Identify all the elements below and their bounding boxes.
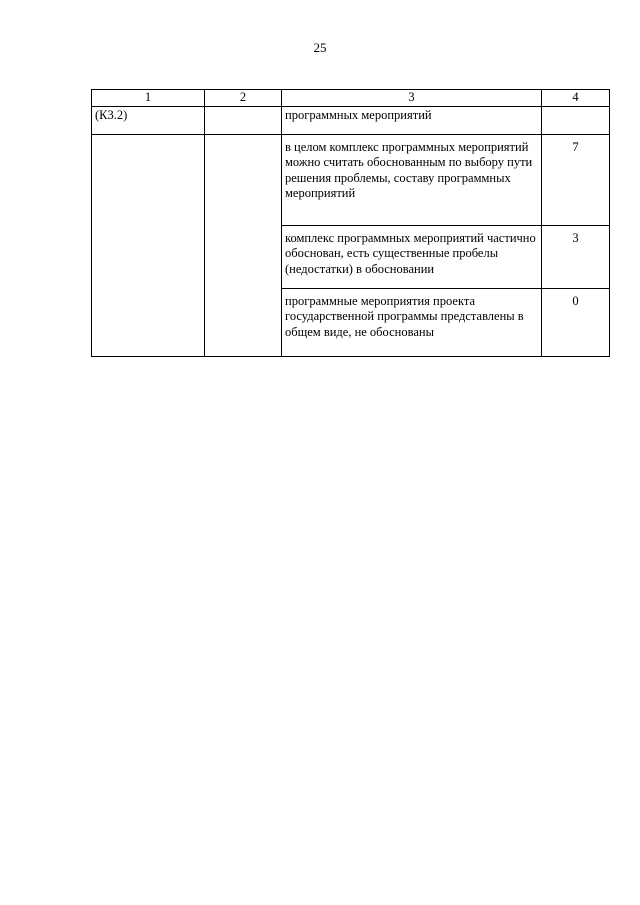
page-number: 25 [313, 40, 327, 55]
criterion-score [542, 106, 610, 134]
header-cell-2: 2 [205, 90, 282, 107]
header-cell-3: 3 [282, 90, 542, 107]
merged-cell-col1 [92, 134, 205, 356]
criteria-table [91, 89, 610, 357]
merged-cell-col2 [205, 134, 282, 356]
option-text: в целом комплекс программных мероприятий можно считать обоснованным по выбору пути решения проблемы, составу программных мероприятий [282, 134, 542, 225]
option-score: 0 [542, 288, 610, 356]
criterion-text: программных мероприятий [282, 106, 542, 134]
option-text: комплекс программных мероприятий частично обоснован, есть существенные пробелы (недостатки) в обосновании [282, 225, 542, 288]
option-score: 7 [542, 134, 610, 225]
criterion-col2 [205, 106, 282, 134]
criterion-row [92, 106, 610, 134]
header-cell-1: 1 [92, 90, 205, 107]
option-score: 3 [542, 225, 610, 288]
table-header-row [92, 90, 610, 107]
criterion-code: (К3.2) [92, 106, 205, 134]
table-row [92, 134, 610, 225]
header-cell-4: 4 [542, 90, 610, 107]
option-text: программные мероприятия проекта государственной программы представлены в общем виде, не обоснованы [282, 288, 542, 356]
